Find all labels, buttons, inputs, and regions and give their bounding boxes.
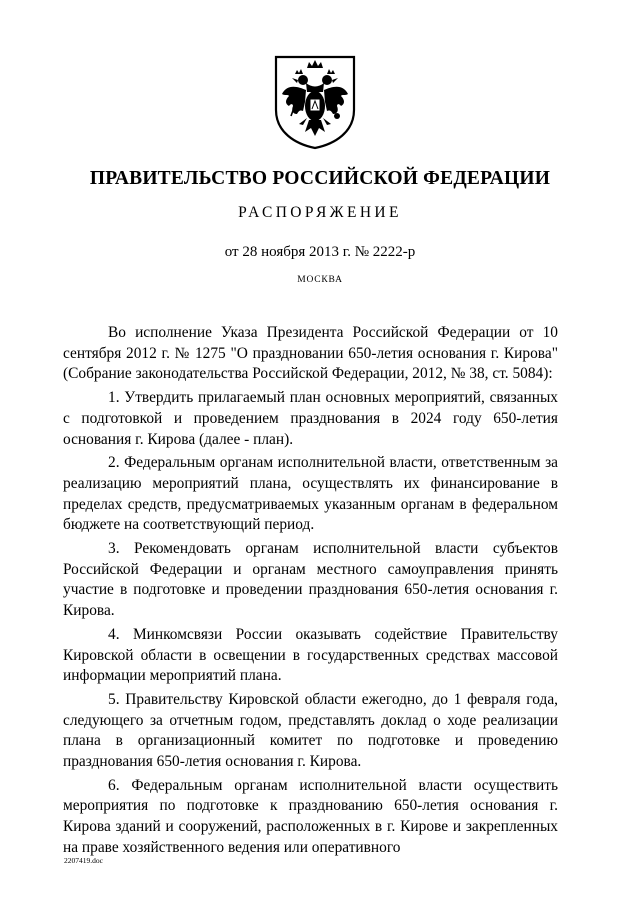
footer-file-reference: 2207419.doc: [64, 856, 103, 865]
item-paragraph-3: 3. Рекомендовать органам исполнительной власти субъектов Российской Федерации и органам местного самоуправления принять участие в подготовке и проведении празднования 650-летия основания г. Кирова.: [63, 540, 558, 620]
item-paragraph-5: 5. Правительству Кировской области ежегодно, до 1 февраля года, следующего за отчетным годом, представлять доклад о ходе реализации плана в организационный комитет по подготовке и проведению празднования 650-летия основания г. Кирова.: [63, 690, 558, 771]
document-date-number: от 28 ноября 2013 г. № 2222-р: [224, 244, 416, 260]
item-paragraph-1: 1. Утвердить прилагаемый план основных мероприятий, связанных с подготовкой и проведением празднования в 2024 году 650-летия основания г. Кирова (далее - план).: [63, 389, 558, 448]
item-paragraph-4: 4. Минкомсвязи России оказывать содействие Правительству Кировской области в освещении в государственных средствах массовой информации мероприятий плана.: [63, 625, 558, 685]
government-title: ПРАВИТЕЛЬСТВО РОССИЙСКОЙ ФЕДЕРАЦИИ: [89, 168, 551, 189]
preamble-paragraph: Во исполнение Указа Президента Российской Федерации от 10 сентября 2012 г. № 1275 "О праздновании 650-летия основания г. Кирова" (Собрание законодательства Российской Федерации, 2012, № 38, ст. 5084):: [63, 324, 558, 383]
item-paragraph-2: 2. Федеральным органам исполнительной власти, ответственным за реализацию мероприятий плана, осуществлять их финансирование в пределах средств, предусматриваемых указанным органам в федеральном бюджете на соответствующий период.: [63, 454, 558, 534]
russian-coat-of-arms-icon: [273, 54, 357, 150]
document-body: [63, 323, 558, 859]
item-paragraph-6: 6. Федеральным органам исполнительной власти осуществить мероприятия по подготовке к празднованию 650-летия основания г. Кирова зданий и сооружений, расположенных в г. Кирове и закрепленных на праве хозяйственного ведения или оперативного: [63, 776, 558, 856]
document-type: РАСПОРЯЖЕНИЕ: [238, 204, 402, 221]
document-city: МОСКВА: [297, 275, 343, 285]
